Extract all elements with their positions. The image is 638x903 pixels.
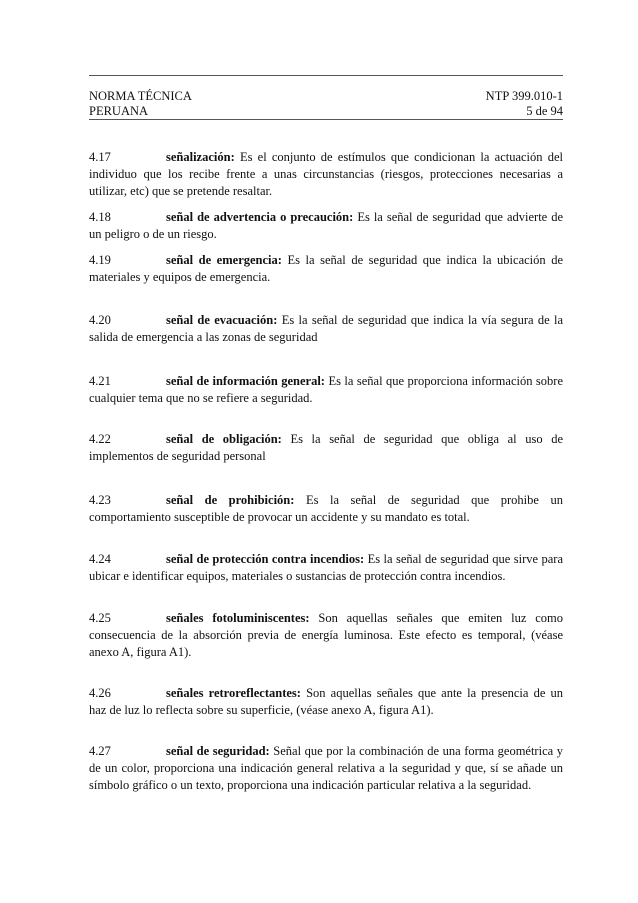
definition-4-27 [89,743,563,794]
definition-text: Señal que por la combinación de una forma geométrica y de un color, proporciona una indicación general relativa a la seguridad y que, sí se añade un símbolo gráfico o un texto, proporciona una indicación particular relativa a la seguridad. [89,744,563,792]
definition-number: 4.21 [89,374,111,388]
definition-number: 4.24 [89,552,111,566]
definition-term: señales retroreflectantes: [166,686,301,700]
definition-text: Son aquellas señales que ante la presencia de un haz de luz lo reflecta sobre su superficie, (véase anexo A, figura A1). [89,686,564,717]
definition-number: 4.26 [89,686,111,700]
definition-number: 4.18 [89,210,111,224]
definition-4-24 [89,551,563,585]
definition-text: Es la señal de seguridad que prohibe un comportamiento susceptible de provocar un accidente y su mandato es total. [89,493,563,524]
definition-term: señal de advertencia o precaución: [166,210,354,224]
definition-4-25 [89,610,563,661]
definition-text: Es la señal de seguridad que obliga al uso de implementos de seguridad personal [89,432,564,463]
definition-number: 4.17 [89,150,111,164]
definition-4-21 [89,373,563,407]
definition-term: señal de protección contra incendios: [166,552,365,566]
definition-4-17 [89,149,563,200]
header-top-rule [89,75,563,76]
definition-text: Es la señal de seguridad que sirve para ubicar e identificar equipos, materiales o sustancias de protección contra incendios. [89,552,563,583]
definition-term: señales fotoluminiscentes: [166,611,310,625]
header-standard-type: NORMA TÉCNICA [89,89,192,103]
definition-number: 4.22 [89,432,111,446]
header-standard-code: NTP 399.010-1 [485,89,563,103]
definition-text: Es la señal que proporciona información sobre cualquier tema que no se refiere a seguridad. [89,374,564,405]
definition-term: señal de evacuación: [166,313,278,327]
definition-term: señalización: [166,150,235,164]
definition-4-23 [89,492,563,526]
definition-text: Es el conjunto de estímulos que condicionan la actuación del individuo que los recibe frente a unas circunstancias (riesgos, protecciones necesarias a utilizar, etc) que se pretende resaltar. [89,150,563,198]
definition-term: señal de información general: [166,374,325,388]
definition-number: 4.27 [89,744,111,758]
definition-text: Es la señal de seguridad que indica la ubicación de materiales y equipos de emergencia. [89,253,563,284]
header-page-number: 5 de 94 [526,104,563,118]
definition-4-18 [89,209,563,243]
definition-4-19 [89,252,563,286]
header-country: PERUANA [89,104,149,118]
header-bottom-rule [89,119,563,120]
definition-4-26 [89,685,563,719]
definition-term: señal de seguridad: [166,744,270,758]
definition-number: 4.19 [89,253,111,267]
definition-text: Es la señal de seguridad que advierte de un peligro o de un riesgo. [89,210,564,241]
definition-text: Es la señal de seguridad que indica la vía segura de la salida de emergencia a las zonas de seguridad [89,313,563,344]
definition-4-22 [89,431,563,465]
definition-term: señal de prohibición: [166,493,295,507]
definition-number: 4.23 [89,493,111,507]
definition-number: 4.20 [89,313,111,327]
definition-text: Son aquellas señales que emiten luz como consecuencia de la absorción previa de energía luminosa. Este efecto es temporal, (véase anexo A, figura A1). [89,611,564,659]
definition-term: señal de emergencia: [166,253,282,267]
definition-term: señal de obligación: [166,432,282,446]
definition-4-20 [89,312,563,346]
definition-number: 4.25 [89,611,111,625]
